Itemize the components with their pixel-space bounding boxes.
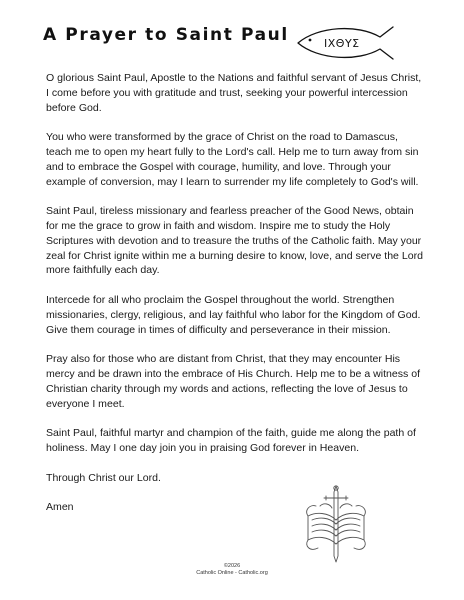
footer-site: Catholic Online - Catholic.org [196,570,268,576]
paragraph: Saint Paul, faithful martyr and champion of the faith, guide me along the path of holiness. May I one day join you in praising God forever in Heaven. [46,427,416,454]
page-title: A Prayer to Saint Paul [43,25,289,45]
ichthys-fish-icon [296,23,396,63]
ichthys-text: ΙΧΘΥΣ [324,37,360,50]
sword-and-open-book-emblem-icon [300,482,372,564]
paragraph: O glorious Saint Paul, Apostle to the Nations and faithful servant of Jesus Christ, I come before you with gratitude and trust, seeking your powerful intercession before God. [46,72,422,114]
paragraph: Pray also for those who are distant from Christ, that they may encounter His mercy and be drawn into the embrace of His Church. Help me to be a witness of Christian charity through my words and actions, reflecting the love of Jesus to everyone I meet. [46,353,421,410]
amen: Amen [46,501,74,514]
closing-line: Through Christ our Lord. [46,471,161,484]
paragraph: Saint Paul, tireless missionary and fearless preacher of the Good News, obtain for me the grace to grow in faith and wisdom. Inspire me to study the Holy Scriptures with devotion and to treasure the truths of the Catholic faith. May your zeal for Christ ignite within me a burning desire to know, love, and serve the Lord more faithfully each day. [46,205,423,277]
footer-copyright: ©2026 [223,563,241,569]
paragraph: Intercede for all who proclaim the Gospel throughout the world. Strengthen missionaries, clergy, religious, and lay faithful who labor for the Kingdom of God. Give them courage in times of difficulty and perseverance in their mission. [46,293,421,336]
prayer-body [46,71,424,530]
paragraph: You who were transformed by the grace of Christ on the road to Damascus, teach me to open my heart fully to the Lord's call. Help me to turn away from sin and to embrace the Gospel with courage, humility, and love. Through your example of conversion, may I learn to surrender my life completely to God's will. [46,131,419,188]
